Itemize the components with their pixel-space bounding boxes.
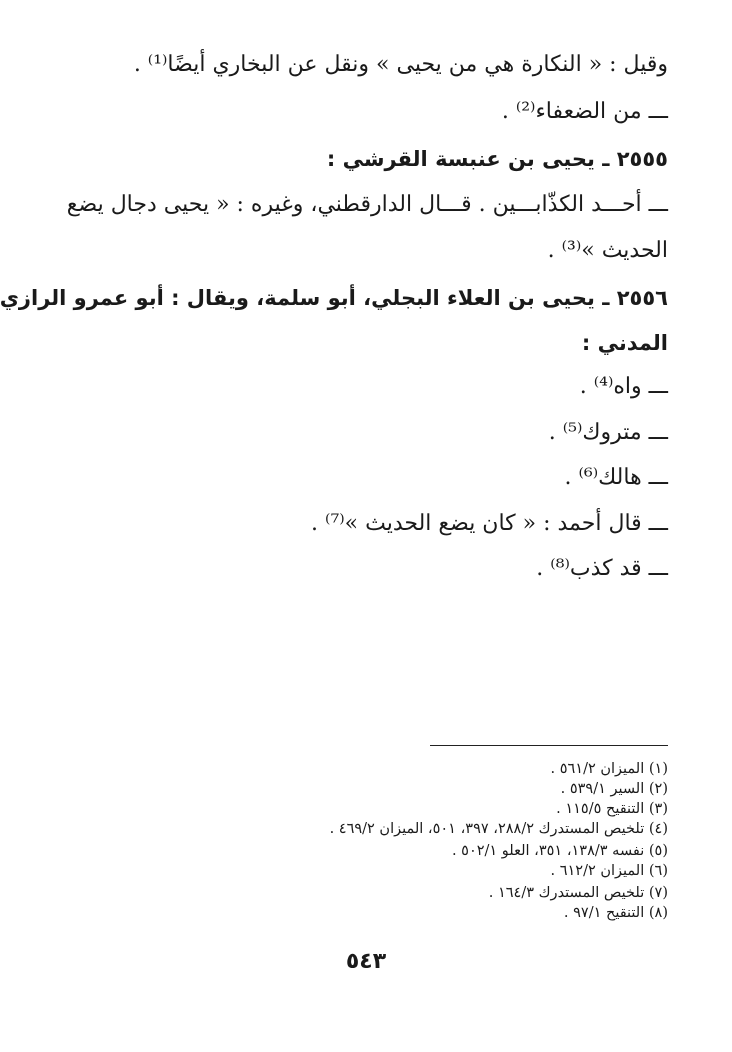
footnote-3: (٣) التنقيح ١١٥/٥ .: [556, 801, 668, 817]
footnote-1: (١) الميزان ٥٦١/٢ .: [550, 761, 668, 777]
text-line-matruk: ـــ متروك⁽⁵⁾ .: [548, 420, 668, 445]
entry-heading-2555: ٢٥٥٥ ـ يحيى بن عنبسة القرشي :: [326, 147, 668, 171]
text-line-min-duafa: ـــ من الضعفاء⁽²⁾ .: [501, 99, 668, 124]
text-line-qila-nakara: وقيل : « النكارة هي من يحيى » ونقل عن البخاري أيضًا⁽¹⁾ .: [133, 52, 668, 77]
text-line-qad-kadhab: ـــ قد كذب⁽⁸⁾ .: [536, 556, 668, 581]
footnote-6: (٦) الميزان ٦١٢/٢ .: [550, 863, 668, 879]
footnote-8: (٨) التنقيح ٩٧/١ .: [563, 905, 668, 921]
footnote-divider: [430, 745, 668, 746]
text-line-hadith-continuation: الحديث »⁽³⁾ .: [547, 238, 668, 263]
text-line-ahad-kadhabin: ـــ أحـــد الكذّابـــين . قـــال الدارقطني، وغيره : « يحيى دجال يضع: [66, 192, 668, 217]
text-line-wahin: ـــ واه⁽⁴⁾ .: [579, 374, 668, 399]
footnote-4: (٤) تلخيص المستدرك ٢٨٨/٢، ٣٩٧، ٥٠١، الميزان ٤٦٩/٢ .: [329, 821, 668, 837]
page-number: ٥٤٣: [345, 949, 387, 974]
text-line-qala-ahmad: ـــ قال أحمد : « كان يضع الحديث »⁽⁷⁾ .: [311, 511, 668, 536]
footnote-2: (٢) السير ٥٣٩/١ .: [560, 781, 668, 797]
entry-heading-2556-continuation: المدني :: [581, 331, 668, 355]
text-line-halik: ـــ هالك⁽⁶⁾ .: [564, 465, 668, 490]
footnote-5: (٥) نفسه ١٣٨/٣، ٣٥١، العلو ٥٠٢/١ .: [451, 843, 668, 859]
entry-heading-2556: ٢٥٥٦ ـ يحيى بن العلاء البجلي، أبو سلمة، ويقال : أبو عمرو الرازي: [0, 286, 668, 310]
footnote-7: (٧) تلخيص المستدرك ١٦٤/٣ .: [488, 885, 668, 901]
